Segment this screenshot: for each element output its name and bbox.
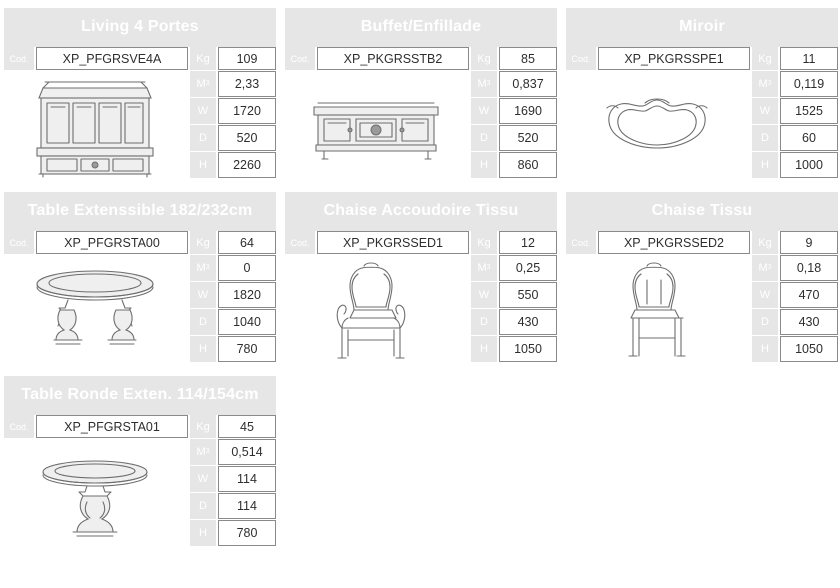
kg-value: 12 — [499, 231, 557, 254]
h-label: H — [752, 336, 778, 362]
product-card-table-ronde — [4, 376, 276, 550]
spec-row-d — [752, 309, 838, 335]
spec-row-m3 — [752, 71, 838, 97]
spec-row-m3 — [471, 71, 557, 97]
m3-label: M 3 — [190, 71, 216, 97]
spec-row-d — [190, 309, 276, 335]
h-value: 1050 — [780, 336, 838, 362]
product-title: Living 4 Portes — [4, 8, 276, 47]
product-body — [4, 47, 276, 182]
product-body — [285, 231, 557, 366]
code-row — [4, 415, 276, 438]
spec-row-d — [190, 125, 276, 151]
spec-row-h — [471, 152, 557, 178]
product-code: XP_PFGRSTA01 — [36, 415, 188, 438]
w-label: W — [190, 98, 216, 124]
d-label: D — [471, 125, 497, 151]
w-value: 114 — [218, 466, 276, 492]
d-value: 430 — [499, 309, 557, 335]
kg-value: 85 — [499, 47, 557, 70]
product-body — [566, 47, 838, 182]
product-code: XP_PFGRSVE4A — [36, 47, 188, 70]
m3-value: 0 — [218, 255, 276, 281]
product-card-chaise-accoudoire-tissu — [285, 192, 557, 366]
w-value: 470 — [780, 282, 838, 308]
m3-value: 0,25 — [499, 255, 557, 281]
m3-label: M 3 — [471, 71, 497, 97]
cod-label: Cod. — [566, 47, 596, 70]
code-row — [4, 47, 276, 70]
cod-label: Cod. — [285, 231, 315, 254]
d-label: D — [190, 125, 216, 151]
round-table-icon — [4, 439, 186, 549]
m3-label: M 3 — [752, 71, 778, 97]
kg-label: Kg — [190, 231, 216, 254]
product-grid — [0, 8, 840, 560]
cod-label: Cod. — [4, 415, 34, 438]
spec-row-d — [471, 309, 557, 335]
product-card-buffet-enfillade — [285, 8, 557, 182]
h-label: H — [190, 336, 216, 362]
d-value: 60 — [780, 125, 838, 151]
w-value: 550 — [499, 282, 557, 308]
product-body — [4, 415, 276, 550]
w-label: W — [190, 466, 216, 492]
spec-row-w — [752, 98, 838, 124]
mirror-icon — [566, 71, 748, 181]
kg-label: Kg — [190, 47, 216, 70]
m3-label: M 3 — [190, 255, 216, 281]
spec-row-w — [471, 282, 557, 308]
spec-row-w — [190, 466, 276, 492]
code-row — [566, 47, 838, 70]
m3-value: 0,837 — [499, 71, 557, 97]
m3-value: 2,33 — [218, 71, 276, 97]
kg-value: 9 — [780, 231, 838, 254]
spec-row-h — [190, 336, 276, 362]
kg-label: Kg — [471, 231, 497, 254]
m3-label: M 3 — [190, 439, 216, 465]
kg-value: 109 — [218, 47, 276, 70]
m3-label: M 3 — [752, 255, 778, 281]
chair-icon — [566, 255, 748, 365]
spec-row-h — [471, 336, 557, 362]
m3-label: M 3 — [471, 255, 497, 281]
product-title: Chaise Tissu — [566, 192, 838, 231]
w-value: 1525 — [780, 98, 838, 124]
kg-label: Kg — [190, 415, 216, 438]
d-label: D — [752, 309, 778, 335]
product-title: Table Extenssible 182/232cm — [4, 192, 276, 231]
spec-row-d — [752, 125, 838, 151]
code-row — [566, 231, 838, 254]
d-value: 520 — [499, 125, 557, 151]
spec-row-d — [190, 493, 276, 519]
d-label: D — [190, 493, 216, 519]
product-code: XP_PFGRSTA00 — [36, 231, 188, 254]
spec-row-w — [190, 98, 276, 124]
product-code: XP_PKGRSSPE1 — [598, 47, 750, 70]
product-title: Buffet/Enfillade — [285, 8, 557, 47]
kg-label: Kg — [752, 231, 778, 254]
d-value: 114 — [218, 493, 276, 519]
kg-value: 45 — [218, 415, 276, 438]
w-label: W — [190, 282, 216, 308]
product-body — [4, 231, 276, 366]
m3-value: 0,514 — [218, 439, 276, 465]
oval-table-icon — [4, 255, 186, 365]
h-label: H — [190, 152, 216, 178]
spec-row-m3 — [190, 439, 276, 465]
kg-label: Kg — [471, 47, 497, 70]
product-code: XP_PKGRSSED1 — [317, 231, 469, 254]
product-code: XP_PKGRSSED2 — [598, 231, 750, 254]
product-card-chaise-tissu — [566, 192, 838, 366]
d-value: 520 — [218, 125, 276, 151]
m3-value: 0,18 — [780, 255, 838, 281]
w-label: W — [471, 98, 497, 124]
product-body — [285, 47, 557, 182]
cod-label: Cod. — [4, 231, 34, 254]
spec-list — [190, 254, 276, 362]
m3-value: 0,119 — [780, 71, 838, 97]
h-label: H — [752, 152, 778, 178]
d-value: 1040 — [218, 309, 276, 335]
cod-label: Cod. — [285, 47, 315, 70]
code-row — [285, 231, 557, 254]
code-row — [4, 231, 276, 254]
w-value: 1690 — [499, 98, 557, 124]
cod-label: Cod. — [566, 231, 596, 254]
h-value: 2260 — [218, 152, 276, 178]
product-code: XP_PKGRSSTB2 — [317, 47, 469, 70]
product-body — [566, 231, 838, 366]
spec-row-h — [752, 336, 838, 362]
h-label: H — [190, 520, 216, 546]
w-value: 1820 — [218, 282, 276, 308]
spec-list — [471, 254, 557, 362]
code-row — [285, 47, 557, 70]
spec-row-w — [471, 98, 557, 124]
spec-row-m3 — [190, 71, 276, 97]
d-label: D — [752, 125, 778, 151]
h-value: 780 — [218, 520, 276, 546]
product-card-miroir — [566, 8, 838, 182]
cabinet-4-doors-icon — [4, 71, 186, 181]
spec-list — [190, 70, 276, 178]
sideboard-icon — [285, 71, 467, 181]
h-label: H — [471, 336, 497, 362]
product-title: Chaise Accoudoire Tissu — [285, 192, 557, 231]
kg-value: 11 — [780, 47, 838, 70]
d-label: D — [471, 309, 497, 335]
h-value: 1000 — [780, 152, 838, 178]
kg-label: Kg — [752, 47, 778, 70]
w-label: W — [752, 98, 778, 124]
spec-row-m3 — [190, 255, 276, 281]
spec-list — [752, 254, 838, 362]
spec-row-w — [190, 282, 276, 308]
spec-row-w — [752, 282, 838, 308]
product-title: Table Ronde Exten. 114/154cm — [4, 376, 276, 415]
product-card-living-4-portes — [4, 8, 276, 182]
w-label: W — [752, 282, 778, 308]
cod-label: Cod. — [4, 47, 34, 70]
spec-row-h — [190, 520, 276, 546]
spec-list — [471, 70, 557, 178]
spec-row-m3 — [471, 255, 557, 281]
spec-row-d — [471, 125, 557, 151]
spec-row-h — [190, 152, 276, 178]
w-value: 1720 — [218, 98, 276, 124]
h-value: 1050 — [499, 336, 557, 362]
h-label: H — [471, 152, 497, 178]
spec-row-m3 — [752, 255, 838, 281]
armchair-icon — [285, 255, 467, 365]
d-label: D — [190, 309, 216, 335]
product-title: Miroir — [566, 8, 838, 47]
d-value: 430 — [780, 309, 838, 335]
product-card-table-extenssible — [4, 192, 276, 366]
h-value: 860 — [499, 152, 557, 178]
w-label: W — [471, 282, 497, 308]
spec-list — [752, 70, 838, 178]
h-value: 780 — [218, 336, 276, 362]
spec-list — [190, 438, 276, 546]
spec-row-h — [752, 152, 838, 178]
kg-value: 64 — [218, 231, 276, 254]
